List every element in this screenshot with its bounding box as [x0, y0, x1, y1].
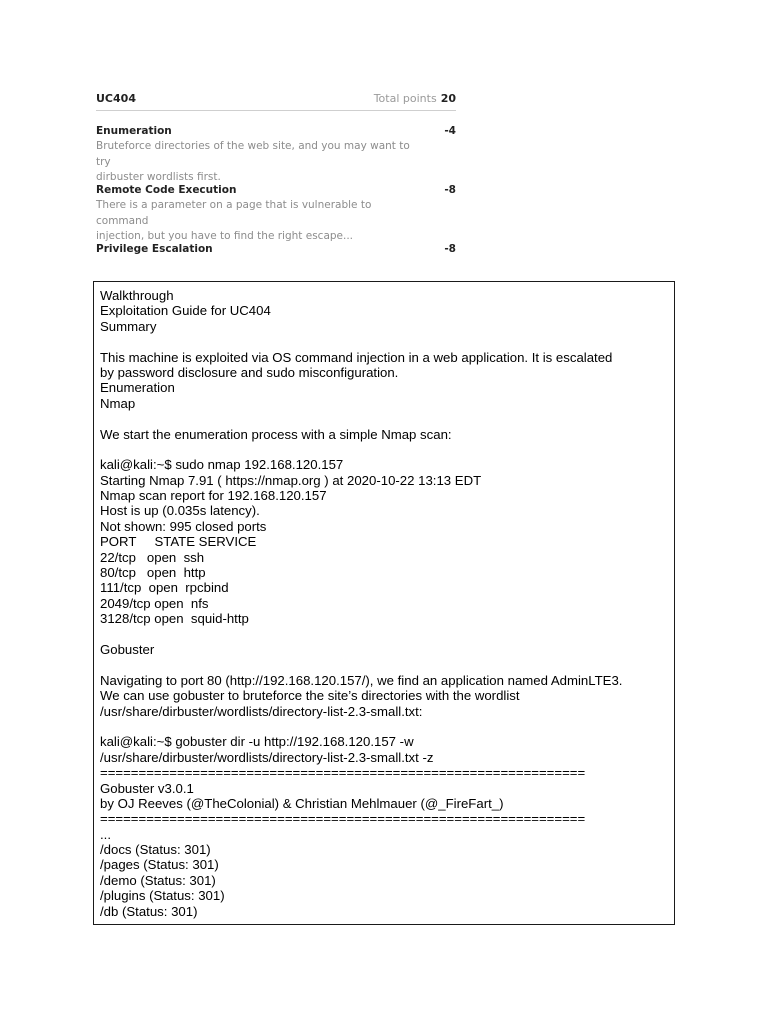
nmap-output-line: Nmap scan report for 192.168.120.157: [100, 488, 327, 504]
scoring-item-description-line: injection, but you have to find the right escape...: [96, 230, 354, 242]
scoring-item-name: Enumeration: [96, 125, 172, 137]
scoring-item-privilege-escalation: [96, 242, 456, 256]
blank-line: [100, 627, 674, 642]
nmap-output-line: 22/tcp open ssh: [100, 549, 205, 565]
scoring-item-name: Privilege Escalation: [96, 243, 213, 255]
scoring-item-description-line: dirbuster wordlists first.: [96, 171, 221, 183]
nmap-output-line: Host is up (0.035s latency).: [100, 503, 260, 519]
machine-title: UC404: [96, 92, 136, 105]
nmap-output-line: kali@kali:~$ sudo nmap 192.168.120.157: [100, 457, 344, 473]
gobuster-output-line: /db (Status: 301): [100, 903, 198, 919]
total-points: [374, 92, 456, 106]
gobuster-output: [100, 734, 674, 919]
gobuster-output-line: by OJ Reeves (@TheColonial) & Christian Mehlmauer (@_FireFart_): [100, 795, 504, 811]
total-points-label: Total points: [373, 92, 437, 105]
scoring-item-points: -4: [444, 125, 456, 137]
nmap-output-line: Starting Nmap 7.91 ( https://nmap.org ) at 2020-10-22 13:13 EDT: [100, 472, 482, 488]
blank-line: [100, 719, 674, 734]
total-points-value: 20: [440, 92, 456, 105]
scoring-header: [96, 90, 456, 108]
gobuster-output-line: /pages (Status: 301): [100, 857, 219, 873]
enumeration-heading: Enumeration: [100, 380, 175, 396]
summary-heading: Summary: [100, 318, 157, 334]
nmap-output-line: PORT STATE SERVICE: [100, 534, 257, 550]
nmap-intro: We start the enumeration process with a simple Nmap scan:: [100, 426, 452, 442]
gobuster-output-line: /usr/share/dirbuster/wordlists/directory-list-2.3-small.txt -z: [100, 749, 434, 765]
summary-text-line: by password disclosure and sudo misconfiguration.: [100, 364, 399, 380]
gobuster-output-line: kali@kali:~$ gobuster dir -u http://192.168.120.157 -w: [100, 734, 414, 750]
scoring-panel: [96, 90, 456, 255]
header-divider: [96, 110, 456, 111]
gobuster-output-line: /plugins (Status: 301): [100, 888, 225, 904]
summary-text-line: This machine is exploited via OS command injection in a web application. It is escalated: [100, 349, 613, 365]
scoring-item-enumeration: [96, 124, 456, 186]
nmap-heading: Nmap: [100, 395, 136, 411]
gobuster-intro-line: /usr/share/dirbuster/wordlists/directory-list-2.3-small.txt:: [100, 703, 423, 719]
nmap-output-line: 111/tcp open rpcbind: [100, 580, 229, 596]
scoring-item-description-line: Bruteforce directories of the web site, and you may want to try: [96, 140, 410, 168]
gobuster-output-line: Gobuster v3.0.1: [100, 780, 194, 796]
gobuster-output-line: /demo (Status: 301): [100, 872, 216, 888]
scoring-item-points: -8: [444, 184, 456, 196]
gobuster-output-line: /docs (Status: 301): [100, 842, 211, 858]
blank-line: [100, 657, 674, 672]
gobuster-output-line: ===============================================================: [100, 765, 586, 781]
blank-line: [100, 442, 674, 457]
nmap-output: [100, 457, 674, 626]
scoring-item-description-line: There is a parameter on a page that is vulnerable to command: [96, 199, 372, 227]
nmap-output-line: 3128/tcp open squid-http: [100, 611, 249, 627]
guide-title: Exploitation Guide for UC404: [100, 303, 271, 319]
blank-line: [100, 411, 674, 426]
walkthrough-box: [93, 281, 675, 925]
gobuster-intro-line: We can use gobuster to bruteforce the site’s directories with the wordlist: [100, 688, 520, 704]
gobuster-output-line: ===============================================================: [100, 811, 586, 827]
gobuster-intro-line: Navigating to port 80 (http://192.168.120.157/), we find an application named AdminLTE3.: [100, 672, 623, 688]
gobuster-output-line: ...: [100, 826, 111, 842]
gobuster-heading: Gobuster: [100, 641, 155, 657]
scoring-item-points: -8: [444, 243, 456, 255]
nmap-output-line: Not shown: 995 closed ports: [100, 518, 267, 534]
nmap-output-line: 2049/tcp open nfs: [100, 595, 209, 611]
nmap-output-line: 80/tcp open http: [100, 565, 206, 581]
walkthrough-heading: Walkthrough: [100, 288, 174, 303]
blank-line: [100, 334, 674, 349]
scoring-item-remote-code-execution: [96, 183, 456, 245]
scoring-item-name: Remote Code Execution: [96, 184, 237, 196]
